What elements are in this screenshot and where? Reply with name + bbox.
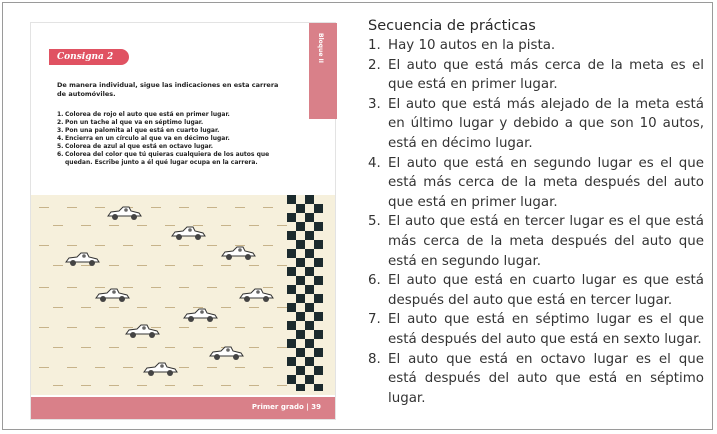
lane-dash [95, 367, 105, 368]
instruction-list [57, 111, 297, 167]
lane-dash [67, 287, 77, 288]
instruction-item [57, 135, 297, 143]
sequence-text: Hay 10 autos en la pista. [388, 38, 556, 53]
lane-dash [235, 327, 245, 328]
textbook-page [30, 22, 336, 420]
lane-dash [95, 245, 105, 246]
lane-dash [53, 265, 63, 266]
lane-dash [179, 207, 189, 208]
lane-dash [207, 245, 217, 246]
checkered-finish-flag [287, 195, 323, 391]
lane-dash [137, 307, 147, 308]
lane-dash [277, 265, 287, 266]
lane-dash [81, 385, 91, 386]
lane-dash [109, 347, 119, 348]
sequence-item [368, 271, 704, 310]
lane-dash [81, 225, 91, 226]
sequence-item [368, 212, 704, 271]
lane-dash [109, 225, 119, 226]
lane-dash [123, 367, 133, 368]
instruction-text: Pon un tache al que va en séptimo lugar. [65, 119, 204, 126]
lane-dash [277, 225, 287, 226]
block-tab [309, 23, 337, 119]
instruction-number: 1. [57, 111, 64, 118]
sequence-text: El auto que está en séptimo lugar es el que está después del auto que está en sexto lugar. [388, 312, 704, 347]
instruction-text: Encierra en un círculo al que va en décimo lugar. [65, 135, 230, 142]
lane-dash [193, 385, 203, 386]
sequence-item [368, 154, 704, 213]
lane-dash [277, 347, 287, 348]
instruction-number: 6. [57, 151, 64, 158]
instruction-number: 5. [57, 143, 64, 150]
sequence-text: El auto que está en tercer lugar es el que está más cerca de la meta después del auto que está en segundo lugar. [388, 214, 704, 269]
page-footer [31, 397, 335, 419]
lane-dash [39, 367, 49, 368]
lane-dash [193, 347, 203, 348]
lane-dash [109, 307, 119, 308]
lane-dash [39, 287, 49, 288]
lane-dash [81, 307, 91, 308]
sequence-item [368, 56, 704, 95]
sequence-number: 4. [368, 155, 381, 171]
sequence-text: El auto que está en cuarto lugar es que está después del auto que está en tercer lugar. [388, 273, 704, 308]
lane-dash [165, 265, 175, 266]
sequence-text: El auto que está más alejado de la meta está en último lugar y debido a que son 10 autos, está en décimo lugar. [388, 96, 704, 151]
lane-dash [221, 385, 231, 386]
lane-dash [137, 347, 147, 348]
lane-dash [67, 207, 77, 208]
lane-dash [207, 287, 217, 288]
sequence-number: 8. [368, 351, 381, 367]
lane-dash [53, 307, 63, 308]
lane-dash [137, 265, 147, 266]
sequence-number: 2. [368, 57, 381, 73]
sequence-list [368, 36, 704, 408]
race-car-icon [93, 287, 131, 303]
lane-dash [249, 265, 259, 266]
instruction-item [57, 151, 297, 167]
lane-dash [249, 307, 259, 308]
instruction-item [57, 119, 297, 127]
sequence-item [368, 95, 704, 154]
lane-dash [263, 367, 273, 368]
lane-dash [39, 207, 49, 208]
lane-dash [235, 207, 245, 208]
race-car-icon [123, 323, 161, 339]
block-tab-label: Bloque II [317, 33, 324, 63]
lane-dash [221, 225, 231, 226]
intro-text: De manera individual, sigue las indicaciones en esta carrera de automóviles. [57, 81, 279, 98]
sequence-text: El auto que está en octavo lugar es el que está después del auto que está en séptimo lugar. [388, 351, 704, 406]
page-number: Primer grado | 39 [251, 403, 321, 411]
lane-dash [193, 265, 203, 266]
lane-dash [207, 367, 217, 368]
sequence-number: 1. [368, 38, 381, 53]
race-car-icon [105, 205, 143, 221]
lane-dash [137, 225, 147, 226]
lane-dash [263, 245, 273, 246]
sequence-item [368, 310, 704, 349]
race-car-icon [237, 287, 275, 303]
lane-dash [53, 225, 63, 226]
lane-dash [277, 385, 287, 386]
lane-dash [277, 307, 287, 308]
lane-dash [123, 245, 133, 246]
lane-dash [151, 287, 161, 288]
sequence-number: 7. [368, 312, 381, 328]
lane-dash [109, 265, 119, 266]
consigna-title: Consigna 2 [49, 49, 129, 65]
lane-dash [53, 385, 63, 386]
lane-dash [221, 265, 231, 266]
lane-dash [81, 347, 91, 348]
sequence-number: 3. [368, 96, 381, 112]
sequence-text: El auto que está más cerca de la meta es el que está en primer lugar. [388, 57, 704, 93]
lane-dash [165, 347, 175, 348]
instruction-text: Pon una palomita al que está en cuarto lugar. [65, 127, 220, 134]
lane-dash [39, 245, 49, 246]
sequence-item [368, 350, 704, 409]
lane-dash [67, 327, 77, 328]
practice-sequence [368, 16, 704, 408]
lane-dash [95, 207, 105, 208]
lane-dash [207, 327, 217, 328]
lane-dash [221, 307, 231, 308]
lane-dash [165, 385, 175, 386]
instruction-number: 2. [57, 119, 64, 126]
lane-dash [249, 385, 259, 386]
sequence-item [368, 36, 704, 56]
instruction-text: Colorea de rojo el auto que está en primer lugar. [65, 111, 230, 118]
instruction-number: 3. [57, 127, 64, 134]
instruction-item [57, 143, 297, 151]
lane-dash [165, 307, 175, 308]
race-car-icon [181, 307, 219, 323]
race-track-illustration [31, 195, 335, 395]
lane-dash [53, 347, 63, 348]
lane-dash [67, 245, 77, 246]
sequence-text: El auto que está en segundo lugar es el que está más cerca de la meta después del auto que está en primer lugar. [388, 155, 704, 210]
race-car-icon [207, 345, 245, 361]
sequence-number: 5. [368, 214, 381, 230]
lane-dash [207, 207, 217, 208]
lane-dash [179, 287, 189, 288]
lane-dash [263, 207, 273, 208]
lane-dash [179, 245, 189, 246]
lane-dash [249, 225, 259, 226]
lane-dash [263, 327, 273, 328]
sequence-title: Secuencia de prácticas [368, 18, 536, 34]
sequence-number: 6. [368, 273, 381, 289]
lane-dash [95, 327, 105, 328]
lane-dash [67, 367, 77, 368]
lane-dash [137, 385, 147, 386]
lane-dash [179, 327, 189, 328]
lane-dash [235, 367, 245, 368]
instruction-text: Colorea de azul al que está en octavo lugar. [65, 143, 214, 150]
race-car-icon [63, 251, 101, 267]
lane-dash [109, 385, 119, 386]
lane-dash [179, 367, 189, 368]
instruction-text: Colorea del color que tú quieras cualquiera de los autos que quedan. Escribe junto a él qué lugar ocupa en la carrera. [65, 151, 270, 166]
race-car-icon [169, 225, 207, 241]
instruction-item [57, 127, 297, 135]
lane-dash [39, 327, 49, 328]
lane-dash [151, 207, 161, 208]
race-car-icon [141, 361, 179, 377]
instruction-number: 4. [57, 135, 64, 142]
lane-dash [151, 245, 161, 246]
race-car-icon [219, 245, 257, 261]
instruction-item [57, 111, 297, 119]
lane-dash [249, 347, 259, 348]
